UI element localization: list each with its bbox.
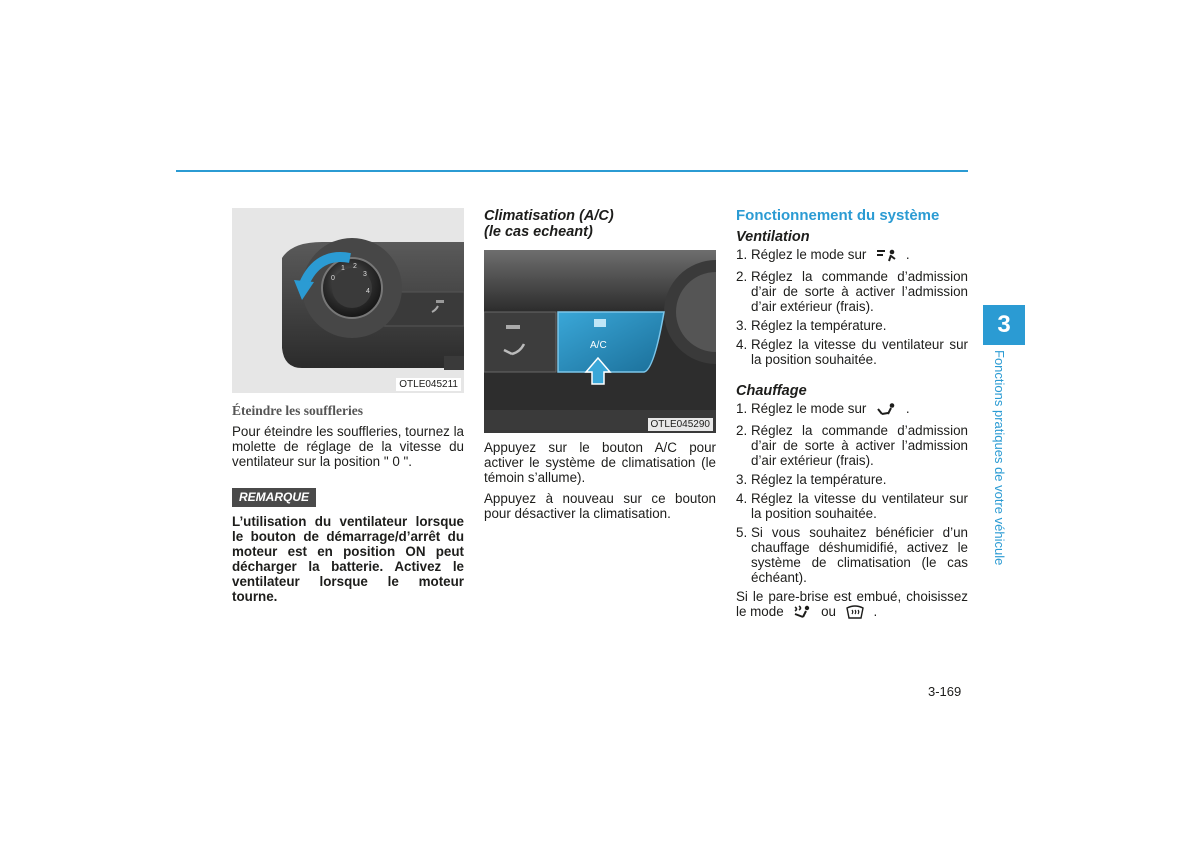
column-3	[736, 208, 968, 628]
list-item: 5. Si vous souhaitez bénéficier d’un chauffage déshumidifié, activez le système de climatisation (le cas échéant).	[736, 525, 968, 585]
dial-number-4: 4	[366, 288, 370, 295]
figure-code: OTLE045290	[648, 418, 714, 431]
paragraph: Appuyez sur le bouton A/C pour activer le système de climatisation (le témoin s’allume).	[484, 440, 716, 485]
section-heading: Éteindre les souffleries	[232, 403, 363, 418]
ac-button-figure	[484, 250, 716, 433]
dial-number-1: 1	[341, 265, 345, 272]
dial-number-2: 2	[353, 263, 357, 270]
floor-vent-icon	[876, 403, 896, 419]
list-item: 3. Réglez la température.	[736, 318, 887, 333]
fan-dial-figure	[232, 208, 464, 393]
dial-number-0: 0	[331, 275, 335, 282]
list-item: 1. Réglez le mode sur .	[736, 401, 968, 419]
note-label: REMARQUE	[232, 488, 316, 507]
list-item: 4. Réglez la vitesse du ventilateur sur la position souhaitée.	[736, 337, 968, 367]
subsection-heading: Chauffage	[736, 383, 807, 399]
list-item: 4. Réglez la vitesse du ventilateur sur la position souhaitée.	[736, 491, 968, 521]
subsection-heading: Ventilation	[736, 229, 810, 245]
face-vent-icon	[876, 249, 896, 265]
list-item: 1. Réglez le mode sur .	[736, 247, 968, 265]
ventilation-steps	[736, 247, 968, 367]
ac-button-illustration	[484, 250, 716, 433]
paragraph: Appuyez à nouveau sur ce bouton pour désactiver la climatisation.	[484, 491, 716, 521]
section-heading: Climatisation (A/C) (le cas echeant)	[484, 208, 614, 240]
list-item: 2. Réglez la commande d’admission d’air de sorte à activer l’admission d’air extérieur (frais).	[736, 269, 968, 314]
closing-paragraph: Si le pare-brise est embué, choisissez le mode ou .	[736, 589, 968, 622]
page-number: 3-169	[928, 684, 962, 699]
header-rule	[176, 170, 968, 172]
figure-code: OTLE045211	[396, 378, 461, 391]
floor-defrost-icon	[793, 605, 811, 622]
paragraph: Pour éteindre les souffleries, tournez la molette de réglage de la vitesse du ventilateur sur la position " 0 ".	[232, 424, 464, 469]
windshield-defrost-icon	[846, 605, 864, 622]
list-item: 3. Réglez la température.	[736, 472, 887, 487]
column-1	[232, 208, 464, 610]
chapter-title: Fonctions pratiques de votre véhicule	[992, 350, 1007, 566]
fan-dial-illustration	[232, 208, 464, 393]
section-heading: Fonctionnement du système	[736, 207, 940, 224]
dial-number-3: 3	[363, 271, 367, 278]
column-2	[484, 208, 716, 527]
chauffage-steps	[736, 401, 968, 585]
ac-button-label: A/C	[590, 340, 607, 351]
list-item: 2. Réglez la commande d’admission d’air de sorte à activer l’admission d’air extérieur (frais).	[736, 423, 968, 468]
note-text: L’utilisation du ventilateur lorsque le bouton de démarrage/d’arrêt du moteur est en position ON peut décharger la batterie. Activez le ventilateur lorsque le moteur tourne.	[232, 514, 464, 604]
chapter-tab: 3	[983, 305, 1025, 345]
